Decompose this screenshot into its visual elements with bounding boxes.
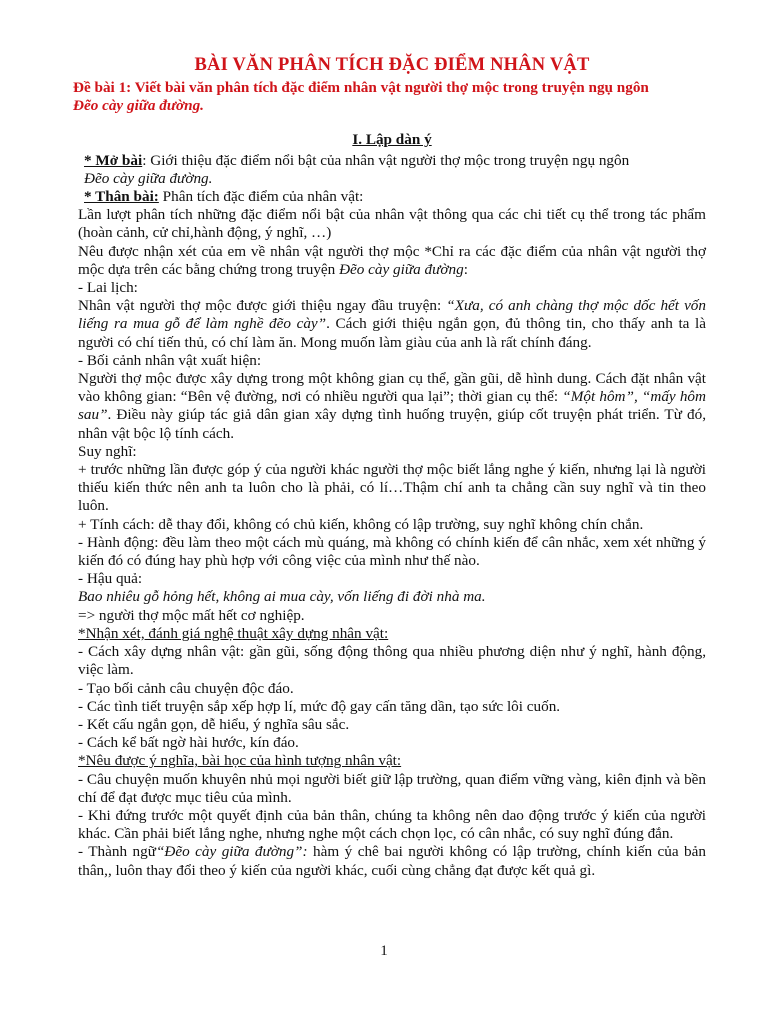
lai-lich-text-a: Nhân vật người thợ mộc được giới thiệu ngay đầu truyện: [78, 297, 447, 315]
idiom-text-a: - Thành ngữ [78, 843, 156, 861]
paragraph-idiom [78, 843, 706, 879]
paragraph-comment-work: Đẽo cày giữa đường [339, 260, 464, 278]
than-bai-text: Phân tích đặc điểm của nhân vật: [158, 188, 364, 206]
paragraph-suy-nghi: + trước những lần được góp ý của người khác người thợ mộc biết lắng nghe ý kiến, nhưng lại là người thiếu kiến thức nên anh ta luôn cho là phải, có lí…Thậm chí anh ta chẳng cần suy nghĩ và tin theo luôn. [78, 461, 706, 515]
than-bai-paragraph [78, 188, 706, 206]
mo-bai-text: : Giới thiệu đặc điểm nổi bật của nhân vật người thợ mộc trong truyện ngụ ngôn [142, 151, 630, 169]
paragraph-comment-text: Nêu được nhận xét của em về nhân vật người thợ mộc *Chỉ ra các đặc điểm của nhân vật người thợ mộc dựa trên các bằng chứng trong truyện [78, 242, 706, 278]
mo-bai-label: * Mở bài [84, 151, 143, 169]
nhan-xet-item: - Cách xây dựng nhân vật: gần gũi, sống động thông qua nhiều phương diện như ý nghĩ, hành động, việc làm. [78, 643, 706, 679]
nhan-xet-item: - Các tình tiết truyện sắp xếp hợp lí, mức độ gay cấn tăng dần, tạo sức lôi cuốn. [78, 697, 561, 715]
document-title: BÀI VĂN PHÂN TÍCH ĐẶC ĐIỂM NHÂN VẬT [194, 55, 590, 75]
lai-lich-text-b: . Cách giới thiệu ngắn gọn, đủ thông tin, cho thấy anh ta là người có chí tiến thủ, có chí làm ăn. Mong muốn làm giàu của anh là rất chính đáng. [78, 315, 706, 351]
paragraph-analysis-intro: Lần lượt phân tích những đặc điểm nổi bật của nhân vật thông qua các chi tiết cụ thể trong tác phẩm (hoàn cảnh, cử chỉ,hành động, ý nghĩ, …) [78, 206, 706, 242]
mo-bai-work: Đẽo cày giữa đường. [84, 169, 213, 187]
assignment-prompt-work: Đẽo cày giữa đường. [73, 97, 204, 115]
y-nghia-item: - Khi đứng trước một quyết định của bản thân, chúng ta không nên dao động trước ý kiến của người khác. Cần phải biết lắng nghe, nhưng nghe một cách chọn lọc, có cân nhắc, có suy nghĩ đúng đắn. [78, 806, 706, 843]
y-nghia-heading: *Nêu được ý nghĩa, bài học của hình tượng nhân vật: [78, 752, 402, 770]
section-heading: I. Lập dàn ý [352, 131, 432, 149]
page-number: 1 [380, 943, 388, 959]
idiom-quote: “Đẽo cày giữa đường”: [155, 843, 308, 861]
y-nghia-item: - Câu chuyện muốn khuyên nhủ mọi người biết giữ lập trường, quan điểm vững vàng, kiên định và bền chí để đạt được mục tiêu của mình. [78, 770, 706, 806]
document-page [73, 54, 706, 880]
boi-canh-quote: “Một hôm”, “mấy hôm sau” [78, 388, 706, 424]
than-bai-label: * Thân bài: [84, 188, 159, 206]
nhan-xet-item: - Cách kể bất ngờ hài hước, kín đáo. [78, 734, 299, 752]
paragraph-comment [78, 243, 706, 279]
nhan-xet-heading: *Nhận xét, đánh giá nghệ thuật xây dựng nhân vật: [78, 624, 389, 642]
lai-lich-label: - Lai lịch: [78, 279, 138, 297]
nhan-xet-item: - Tạo bối cảnh câu chuyện độc đáo. [78, 679, 294, 697]
boi-canh-text-b: . Điều này giúp tác giả dân gian xây dựng tình huống truyện, giúp cốt truyện phát triển. Từ đó, nhân vật bộc lộ tính cách. [78, 406, 706, 442]
hau-qua-label: - Hậu quả: [78, 570, 143, 588]
mo-bai-paragraph [78, 152, 706, 188]
nhan-xet-item: - Kết cấu ngắn gọn, dễ hiểu, ý nghĩa sâu sắc. [78, 715, 350, 733]
assignment-prompt [73, 79, 706, 115]
paragraph-tinh-cach: + Tính cách: dễ thay đổi, không có chủ kiến, không có lập trường, suy nghĩ không chín chắn. [78, 515, 644, 533]
paragraph-hanh-dong: - Hành động: đều làm theo một cách mù quáng, mà không có chính kiến để cân nhắc, xem xét những ý kiến đó có đúng hay phù hợp với công việc của mình như thế nào. [78, 533, 706, 570]
assignment-prompt-lead: Đề bài 1: Viết bài văn phân tích đặc điểm nhân vật người thợ mộc trong truyện ngụ ngôn [73, 79, 649, 96]
boi-canh-label: - Bối cảnh nhân vật xuất hiện: [78, 351, 262, 369]
hau-qua-text: Bao nhiêu gỗ hỏng hết, không ai mua cày, vốn liếng đi đời nhà ma. [78, 588, 486, 606]
lai-lich-quote: “Xưa, có anh chàng thợ mộc dốc hết vốn liếng ra mua gỗ để làm nghề đẽo cày” [78, 297, 706, 333]
boi-canh-text-a: Người thợ mộc được xây dựng trong một không gian cụ thể, gần gũi, dễ hình dung. Cách đặt nhân vật vào không gian: “Bên vệ đường, nơi có nhiều người qua lại”; thời gian cụ thể: [78, 370, 706, 406]
idiom-text-b: hàm ý chê bai người không có lập trường, chính kiến của bản thân,, luôn thay đổi theo ý kiến của người khác, cuối cùng chẳng đạt được kết quả gì. [78, 843, 706, 879]
paragraph-comment-end: : [463, 260, 468, 278]
suy-nghi-label: Suy nghĩ: [78, 442, 137, 460]
paragraph-conclusion: => người thợ mộc mất hết cơ nghiệp. [78, 606, 305, 624]
paragraph-hau-qua [78, 588, 706, 606]
paragraph-lai-lich [78, 297, 706, 352]
paragraph-boi-canh [78, 370, 706, 443]
